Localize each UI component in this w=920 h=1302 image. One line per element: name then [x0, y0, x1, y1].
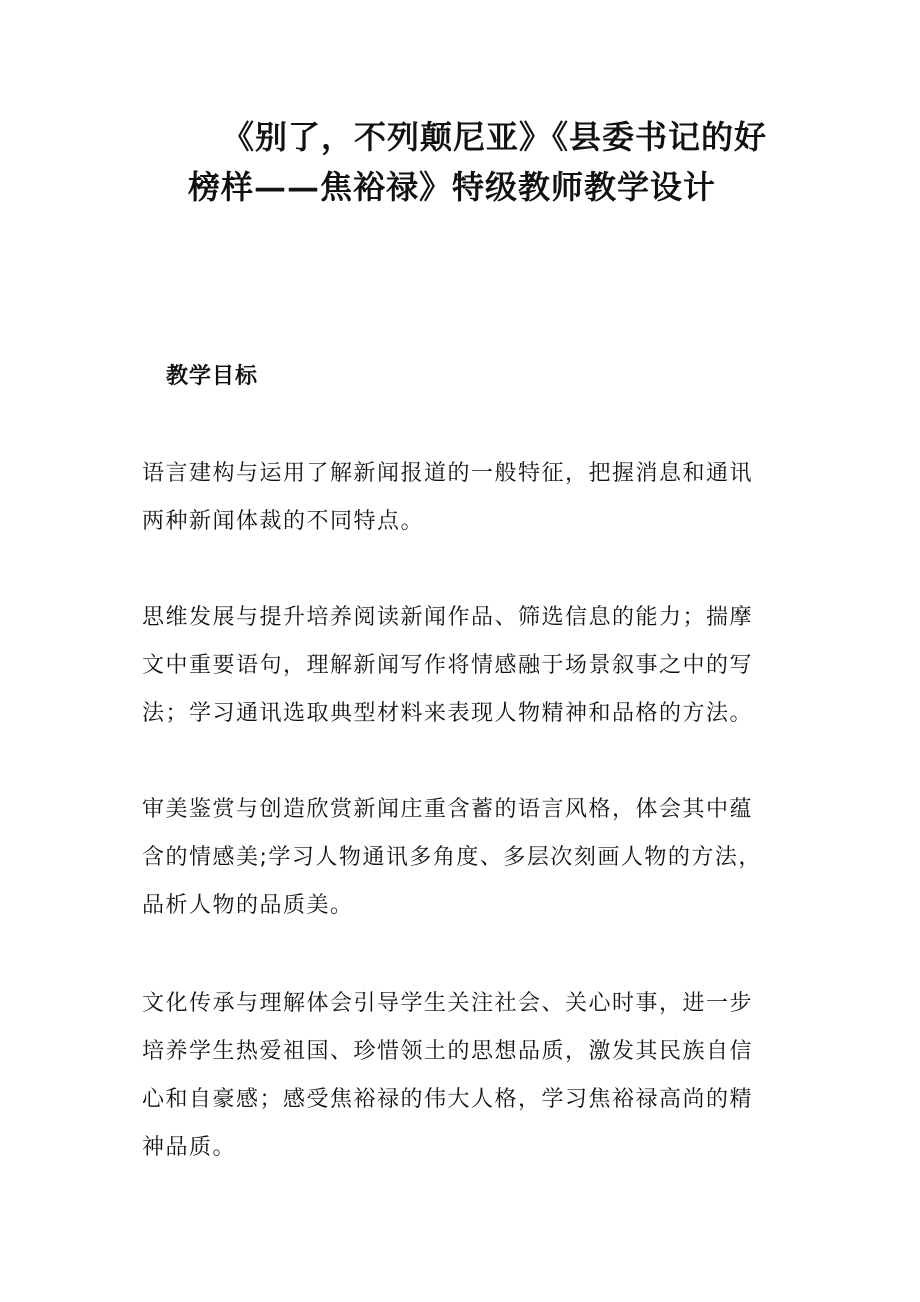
paragraph-line: 两种新闻体裁的不同特点。	[142, 509, 425, 534]
paragraph-line: 神品质。	[142, 1135, 237, 1160]
paragraph-thinking	[142, 594, 802, 738]
document-title-line-2: 榜样——焦裕禄》特级教师教学设计	[188, 168, 717, 206]
paragraph-line: 培养学生热爱祖国、珍惜领土的思想品质，激发其民族自信	[142, 1039, 754, 1064]
paragraph-aesthetics	[142, 786, 802, 930]
paragraph-line: 文中重要语句，理解新闻写作将情感融于场景叙事之中的写	[142, 653, 754, 678]
paragraph-line: 含的情感美;学习人物通讯多角度、多层次刻画人物的方法，	[142, 845, 762, 870]
paragraph-line: 品析人物的品质美。	[142, 893, 354, 918]
paragraph-language	[142, 450, 802, 546]
paragraph-culture	[142, 980, 802, 1172]
paragraph-line: 思维发展与提升培养阅读新闻作品、筛选信息的能力；揣摩	[142, 605, 754, 630]
paragraph-line: 审美鉴赏与创造欣赏新闻庄重含蓄的语言风格，体会其中蕴	[142, 797, 754, 822]
paragraph-line: 心和自豪感；感受焦裕禄的伟大人格，学习焦裕禄高尚的精	[142, 1087, 754, 1112]
paragraph-line: 语言建构与运用了解新闻报道的一般特征，把握消息和通讯	[142, 461, 754, 486]
section-heading-teaching-goals: 教学目标	[166, 364, 259, 389]
paragraph-line: 法；学习通讯选取典型材料来表现人物精神和品格的方法。	[142, 701, 754, 726]
document-title	[150, 112, 810, 212]
paragraph-line: 文化传承与理解体会引导学生关注社会、关心时事，进一步	[142, 991, 754, 1016]
document-title-line-1: 《别了，不列颠尼亚》《县委书记的好	[222, 118, 768, 156]
